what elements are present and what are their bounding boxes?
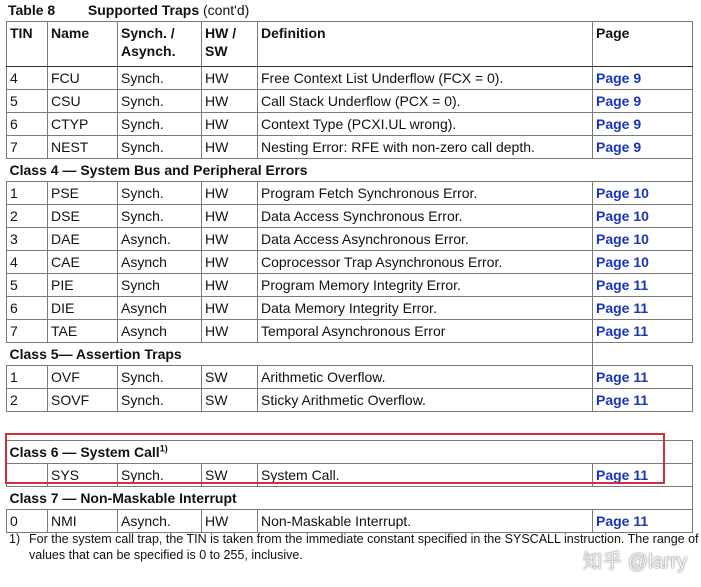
table-title: Supported Traps — [87, 2, 200, 18]
cell-synch: Asynch. — [118, 228, 202, 251]
cell-name: FCU — [48, 67, 118, 90]
header-tin: TIN — [7, 22, 48, 67]
cell-definition: Coprocessor Trap Asynchronous Error. — [258, 251, 593, 274]
cell-page[interactable]: Page 11 — [593, 297, 693, 320]
class4-label: Class 4 — System Bus and Peripheral Errors — [9, 162, 308, 178]
cell-definition: Program Fetch Synchronous Error. — [258, 182, 593, 205]
table-row — [7, 366, 693, 389]
table-row — [7, 113, 693, 136]
header-name: Name — [48, 22, 118, 67]
cell-name: NMI — [48, 510, 118, 533]
class5-label: Class 5— Assertion Traps — [9, 346, 182, 362]
cell-synch: Synch. — [118, 136, 202, 159]
cell-hwsw: HW — [202, 320, 258, 343]
cell-synch: Synch. — [118, 205, 202, 228]
cell-definition: Free Context List Underflow (FCX = 0). — [258, 67, 593, 90]
cell-page[interactable]: Page 10 — [593, 205, 693, 228]
class7-label: Class 7 — Non-Maskable Interrupt — [9, 490, 237, 506]
cell-tin: 5 — [7, 90, 48, 113]
table-row — [7, 389, 693, 412]
class-heading-row — [7, 487, 693, 510]
header-page: Page — [593, 22, 693, 67]
header-synch — [118, 22, 202, 67]
cell-tin: 6 — [7, 297, 48, 320]
cell-tin: 2 — [7, 205, 48, 228]
cell-name: CAE — [48, 251, 118, 274]
cell-hwsw: SW — [202, 464, 258, 487]
cell-synch: Synch. — [118, 113, 202, 136]
header-definition: Definition — [258, 22, 593, 67]
table-row — [7, 297, 693, 320]
cell-hwsw: HW — [202, 297, 258, 320]
cell-name: OVF — [48, 366, 118, 389]
cell-name: SOVF — [48, 389, 118, 412]
table-title-suffix: (cont'd) — [203, 2, 250, 18]
header-row — [7, 22, 693, 67]
cell-definition: System Call. — [258, 464, 593, 487]
table-row — [7, 205, 693, 228]
cell-definition: Data Access Synchronous Error. — [258, 205, 593, 228]
cell-definition: Nesting Error: RFE with non-zero call depth. — [258, 136, 593, 159]
cell-tin: 1 — [7, 366, 48, 389]
header-synch-line2: Asynch. — [121, 43, 176, 59]
cell-hwsw: SW — [202, 366, 258, 389]
class6-footnote-ref: 1) — [159, 443, 168, 454]
header-synch-line1: Synch. / — [121, 25, 175, 41]
cell-page[interactable]: Page 9 — [593, 113, 693, 136]
class4-heading — [7, 159, 693, 182]
cell-definition: Sticky Arithmetic Overflow. — [258, 389, 593, 412]
class6-highlight-box — [5, 433, 665, 484]
cell-definition: Context Type (PCXI.UL wrong). — [258, 113, 593, 136]
cell-synch: Synch. — [118, 366, 202, 389]
cell-hwsw: HW — [202, 274, 258, 297]
class5-heading — [7, 343, 593, 366]
header-hwsw-line1: HW / — [205, 25, 237, 41]
cell-page[interactable]: Page 10 — [593, 182, 693, 205]
class-heading-row — [7, 343, 693, 366]
cell-hwsw: SW — [202, 389, 258, 412]
table-row — [7, 228, 693, 251]
cell-tin: 4 — [7, 251, 48, 274]
cell-name: NEST — [48, 136, 118, 159]
cell-hwsw: HW — [202, 205, 258, 228]
cell-synch: Synch. — [118, 90, 202, 113]
cell-synch: Asynch. — [118, 510, 202, 533]
cell-page[interactable]: Page 11 — [593, 366, 693, 389]
cell-synch: Synch. — [118, 464, 202, 487]
cell-definition: Arithmetic Overflow. — [258, 366, 593, 389]
table-caption — [8, 0, 249, 20]
cell-synch: Asynch — [118, 320, 202, 343]
table-row — [7, 251, 693, 274]
cell-page[interactable]: Page 9 — [593, 90, 693, 113]
cell-name: PSE — [48, 182, 118, 205]
cell-tin: 7 — [7, 136, 48, 159]
header-hwsw — [202, 22, 258, 67]
cell-hwsw: HW — [202, 90, 258, 113]
cell-name: SYS — [48, 464, 118, 487]
cell-synch: Synch. — [118, 67, 202, 90]
cell-tin: 2 — [7, 389, 48, 412]
cell-hwsw: HW — [202, 182, 258, 205]
cell-definition: Data Memory Integrity Error. — [258, 297, 593, 320]
cell-page[interactable]: Page 11 — [593, 389, 693, 412]
cell-name: DSE — [48, 205, 118, 228]
cell-hwsw: HW — [202, 228, 258, 251]
cell-page[interactable]: Page 10 — [593, 228, 693, 251]
cell-synch: Asynch — [118, 297, 202, 320]
cell-name: DAE — [48, 228, 118, 251]
cell-definition: Data Access Asynchronous Error. — [258, 228, 593, 251]
cell-tin: 5 — [7, 274, 48, 297]
cell-hwsw: HW — [202, 136, 258, 159]
header-hwsw-line2: SW — [205, 43, 228, 59]
cell-page[interactable]: Page 11 — [593, 464, 693, 487]
cell-tin: 3 — [7, 228, 48, 251]
footnote-mark: 1) — [9, 532, 21, 546]
footnote-line1: For the system call trap, the TIN is taken from the immediate constant specified in the SYSCALL instruction. The range of — [29, 532, 699, 546]
cell-name: TAE — [48, 320, 118, 343]
cell-tin: 0 — [7, 510, 48, 533]
table-row — [7, 274, 693, 297]
cell-definition: Non-Maskable Interrupt. — [258, 510, 593, 533]
cell-name: CTYP — [48, 113, 118, 136]
cell-definition: Program Memory Integrity Error. — [258, 274, 593, 297]
table-row — [7, 136, 693, 159]
zhihu-watermark: 知乎 @larry — [582, 551, 687, 573]
cell-tin: 4 — [7, 67, 48, 90]
cell-tin: 7 — [7, 320, 48, 343]
cell-page[interactable]: Page 10 — [593, 251, 693, 274]
class6-label: Class 6 — System Call — [9, 444, 160, 460]
table-row — [7, 510, 693, 533]
cell-hwsw: HW — [202, 67, 258, 90]
cell-hwsw: HW — [202, 113, 258, 136]
footnote-line2: values that can be specified is 0 to 255, inclusive. — [29, 548, 303, 562]
table-row — [7, 320, 693, 343]
cell-definition: Temporal Asynchronous Error — [258, 320, 593, 343]
cell-page[interactable]: Page 9 — [593, 136, 693, 159]
cell-synch: Synch. — [118, 182, 202, 205]
cell-synch: Asynch — [118, 251, 202, 274]
class-heading-row — [7, 159, 693, 182]
table-number: Table 8 — [8, 2, 56, 18]
cell-page[interactable]: Page 11 — [593, 274, 693, 297]
cell-page[interactable]: Page 9 — [593, 67, 693, 90]
table-row — [7, 90, 693, 113]
cell-page[interactable]: Page 11 — [593, 510, 693, 533]
cell-name: CSU — [48, 90, 118, 113]
cell-synch: Synch. — [118, 389, 202, 412]
table-row — [7, 67, 693, 90]
cell-hwsw: HW — [202, 251, 258, 274]
cell-definition: Call Stack Underflow (PCX = 0). — [258, 90, 593, 113]
cell-synch: Synch — [118, 274, 202, 297]
cell-tin: 1 — [7, 182, 48, 205]
cell-name: PIE — [48, 274, 118, 297]
class7-heading — [7, 487, 693, 510]
empty-cell — [593, 343, 693, 366]
table-row — [7, 182, 693, 205]
cell-hwsw: HW — [202, 510, 258, 533]
cell-name: DIE — [48, 297, 118, 320]
cell-tin: 6 — [7, 113, 48, 136]
cell-page[interactable]: Page 11 — [593, 320, 693, 343]
